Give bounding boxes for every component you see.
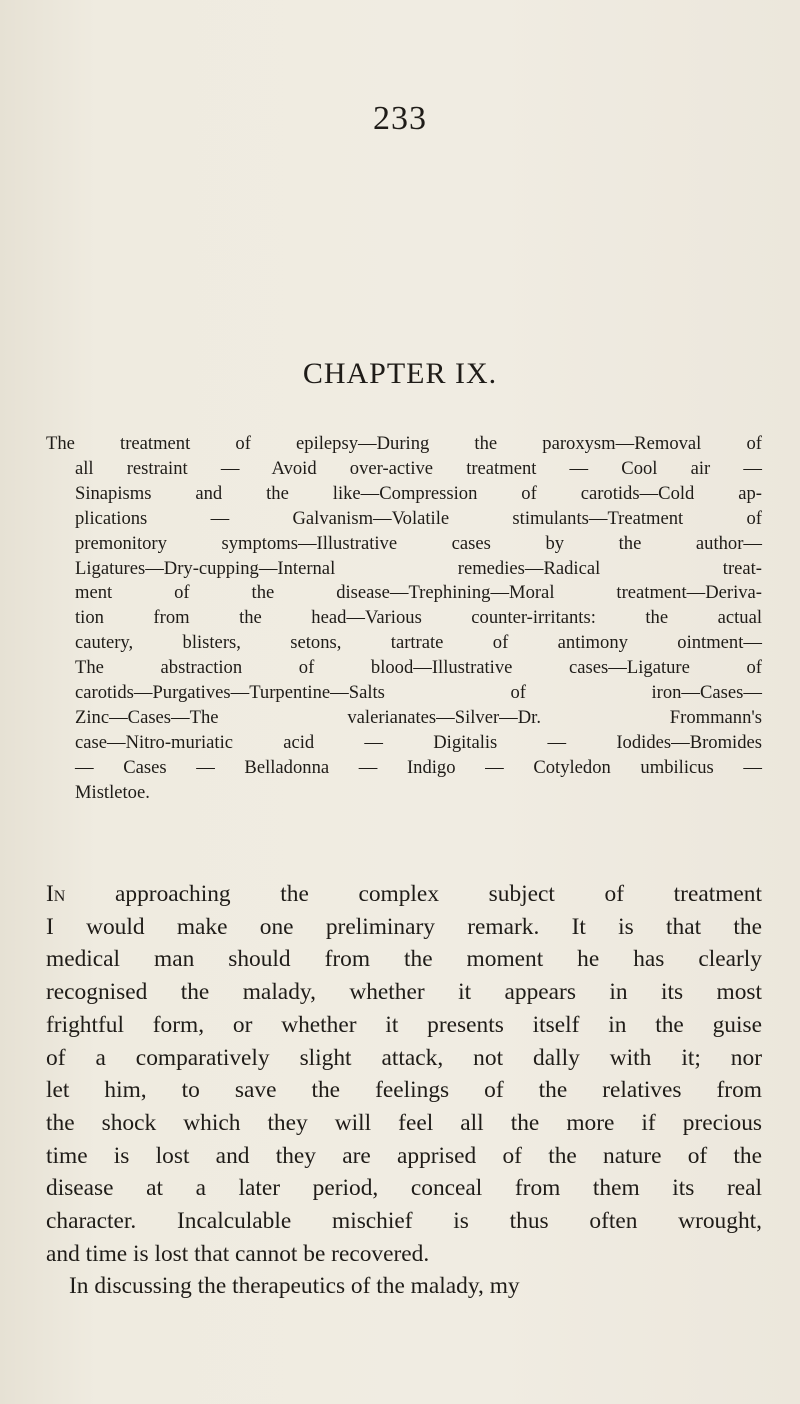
synopsis-line: Sinapisms and the like—Compression of carotids—Cold ap- [75, 482, 762, 504]
body-line: of a comparatively slight attack, not dally with it; nor [46, 1044, 762, 1071]
chapter-synopsis [46, 432, 762, 806]
synopsis-line: case—Nitro-muriatic acid — Digitalis — Iodides—Bromides [75, 731, 762, 753]
body-line: disease at a later period, conceal from them its real [46, 1175, 762, 1202]
body-line: frightful form, or whether it presents itself in the guise [46, 1011, 762, 1038]
synopsis-line: — Cases — Belladonna — Indigo — Cotyledon umbilicus — [75, 756, 762, 778]
synopsis-line: plications — Galvanism—Volatile stimulants—Treatment of [75, 507, 762, 529]
synopsis-line: Ligatures—Dry-cupping—Internal remedies—Radical treat- [75, 557, 762, 579]
body-line: recognised the malady, whether it appears in its most [46, 979, 762, 1006]
body-line: time is lost and they are apprised of the nature of the [46, 1142, 762, 1169]
page-number: 233 [373, 100, 427, 137]
synopsis-line: premonitory symptoms—Illustrative cases by the author— [75, 532, 762, 554]
synopsis-line: tion from the head—Various counter-irritants: the actual [75, 607, 762, 629]
body-line: the shock which they will feel all the more if precious [46, 1109, 762, 1136]
body-line: let him, to save the feelings of the relatives from [46, 1077, 762, 1104]
synopsis-line: cautery, blisters, setons, tartrate of antimony ointment— [75, 632, 762, 654]
body-line: and time is lost that cannot be recovered. [46, 1240, 430, 1267]
body-line: In discussing the therapeutics of the malady, my [69, 1273, 520, 1300]
body-line: medical man should from the moment he has clearly [46, 946, 762, 973]
body-paragraphs [46, 878, 762, 1303]
synopsis-line: ment of the disease—Trephining—Moral treatment—Deriva- [75, 582, 762, 604]
synopsis-line: The treatment of epilepsy—During the paroxysm—Removal of [46, 433, 762, 454]
synopsis-line: The abstraction of blood—Illustrative cases—Ligature of [75, 657, 762, 679]
synopsis-line: carotids—Purgatives—Turpentine—Salts of iron—Cases— [75, 682, 762, 704]
synopsis-line: Mistletoe. [75, 781, 150, 803]
synopsis-line: all restraint — Avoid over-active treatment — Cool air — [75, 457, 762, 479]
synopsis-line: Zinc—Cases—The valerianates—Silver—Dr. Frommann's [75, 706, 762, 728]
body-line: character. Incalculable mischief is thus often wrought, [46, 1208, 762, 1235]
body-line [46, 878, 762, 911]
body-line: I would make one preliminary remark. It is that the [46, 913, 762, 940]
body-line-text: approaching the complex subject of treatment [65, 881, 762, 907]
drop-word: In [46, 881, 66, 907]
chapter-title: CHAPTER IX. [302, 357, 498, 390]
